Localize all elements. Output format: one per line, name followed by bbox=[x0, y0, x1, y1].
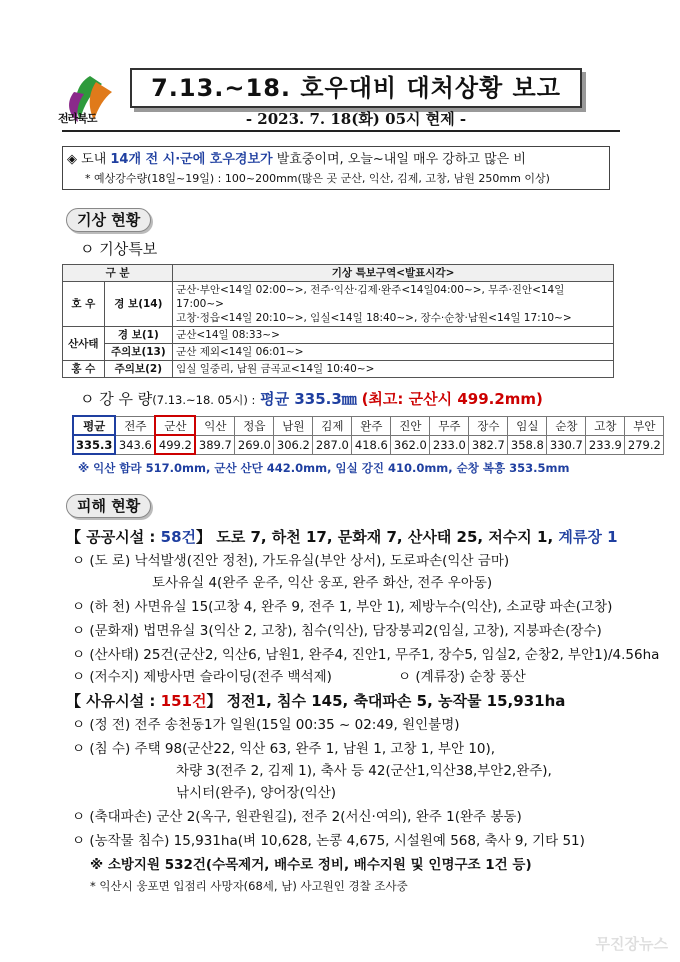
rain-value-cell: 358.8 bbox=[508, 435, 547, 454]
rain-header-cell: 장수 bbox=[469, 416, 508, 435]
flood-line-2: 차량 3(전주 2, 김제 1), 축사 등 42(군산1,익산38,부안2,완주), bbox=[176, 763, 552, 779]
page-title: 7.13.~18. 호우대비 대처상황 보고 bbox=[130, 68, 582, 108]
table-header: 기상 특보구역<발표시각> bbox=[173, 265, 614, 282]
damage-section-title: 피해 현황 bbox=[66, 494, 151, 518]
rain-header-cell: 진안 bbox=[391, 416, 430, 435]
crop-line: ㅇ (농작물 침수) 15,931ha(벼 10,628, 논콩 4,675, 시설원예 568, 축사 9, 기타 51) bbox=[72, 833, 585, 849]
rain-header-cell: 부안 bbox=[625, 416, 664, 435]
rain-header-cell: 김제 bbox=[313, 416, 352, 435]
table-row: 산사태 경 보(1) 군산<14일 08:33~> bbox=[63, 327, 614, 344]
weather-alert-table bbox=[62, 264, 614, 378]
rain-header-cell: 고창 bbox=[586, 416, 625, 435]
fire-support-line: ※ 소방지원 532건(수목제거, 배수로 정비, 배수지원 및 인명구조 1건 등) bbox=[90, 857, 532, 873]
rain-header-cell: 익산 bbox=[195, 416, 235, 435]
rain-header-cell: 완주 bbox=[352, 416, 391, 435]
rain-note: ※ 익산 함라 517.0mm, 군산 산단 442.0mm, 임실 강진 410.0mm, 순창 복흥 353.5mm bbox=[78, 461, 570, 475]
rain-header-cell: 군산 bbox=[155, 416, 195, 435]
wall-line: ㅇ (축대파손) 군산 2(옥구, 원관원길), 전주 2(서신·여의), 완주 1(완주 봉동) bbox=[72, 809, 522, 825]
divider bbox=[62, 130, 620, 132]
public-facilities-header: 【 공공시설 : 58건】 도로 7, 하천 17, 문화재 7, 산사태 25, 저수지 1, 계류장 1 bbox=[66, 528, 618, 546]
rain-value-cell: 233.0 bbox=[430, 435, 469, 454]
rain-value-cell: 389.7 bbox=[195, 435, 235, 454]
rain-value-cell: 287.0 bbox=[313, 435, 352, 454]
reservoir-line: ㅇ (저수지) 제방사면 슬라이딩(전주 백석제) bbox=[72, 669, 332, 685]
private-facilities-header: 【 사유시설 : 151건】 정전1, 침수 145, 축대파손 5, 농작물 15,931ha bbox=[66, 692, 566, 710]
flood-line-3: 낚시터(완주), 양어장(익산) bbox=[176, 785, 337, 801]
weather-section-title: 기상 현황 bbox=[66, 208, 151, 232]
rain-value-cell: 330.7 bbox=[547, 435, 586, 454]
summary-box bbox=[62, 146, 610, 190]
rain-header-cell: 순창 bbox=[547, 416, 586, 435]
rain-value-cell: 343.6 bbox=[115, 435, 155, 454]
table-row: 호 우 경 보(14) 군산·부안<14일 02:00~>, 전주·익산·김제·완주<14일04:00~>, 무주·진안<14일 17:00~> 고창·정읍<14일 20:10~>, 임실<14일 18:40~>, 장수·순창·남원<14일 17:10~> bbox=[63, 282, 614, 327]
flood-line-1: ㅇ (침 수) 주택 98(군산22, 익산 63, 완주 1, 남원 1, 고창 1, 부안 10), bbox=[72, 741, 496, 757]
heritage-line: ㅇ (문화재) 법면유실 3(익산 2, 고창), 침수(익산), 담장붕괴2(임실, 고창), 지붕파손(장수) bbox=[72, 623, 602, 639]
rain-header-cell: 무주 bbox=[430, 416, 469, 435]
diamond-icon: ◈ bbox=[67, 152, 77, 167]
mooring-line: ㅇ (계류장) 순창 풍산 bbox=[398, 669, 526, 685]
rainfall-table bbox=[72, 415, 664, 455]
rain-heading: ㅇ 강 우 량(7.13.~18. 05시) : 평균 335.3㎜ (최고: 군산시 499.2mm) bbox=[80, 390, 543, 408]
river-line: ㅇ (하 천) 사면유실 15(고창 4, 완주 9, 전주 1, 부안 1), 제방누수(익산), 소교량 파손(고창) bbox=[72, 599, 613, 615]
rain-value-cell: 233.9 bbox=[586, 435, 625, 454]
rain-value-cell: 335.3 bbox=[73, 435, 115, 454]
rain-header-cell: 남원 bbox=[274, 416, 313, 435]
expected-rain: * 예상강수량(18일~19일) : 100~200mm(많은 곳 군산, 익산, 김제, 고창, 남원 250mm 이상) bbox=[85, 172, 550, 185]
summary-text-2: 발효중이며, 오늘~내일 매우 강하고 많은 비 bbox=[272, 152, 526, 167]
rain-value-cell: 269.0 bbox=[235, 435, 274, 454]
road-line-2: 토사유실 4(완주 운주, 익산 웅포, 완주 화산, 전주 우아동) bbox=[152, 575, 493, 591]
road-line-1: ㅇ (도 로) 낙석발생(진안 정천), 가도유실(부안 상서), 도로파손(익산 금마) bbox=[72, 553, 510, 569]
rain-value-cell: 306.2 bbox=[274, 435, 313, 454]
table-header: 구 분 bbox=[63, 265, 173, 282]
power-line: ㅇ (정 전) 전주 송천동1가 일원(15일 00:35 ~ 02:49, 원인불명) bbox=[72, 717, 460, 733]
landslide-line: ㅇ (산사태) 25건(군산2, 익산6, 남원1, 완주4, 진안1, 무주1, 장수5, 임실2, 순창2, 부안1)/4.56ha bbox=[72, 647, 660, 663]
rain-header-cell: 평균 bbox=[73, 416, 115, 435]
report-date: - 2023. 7. 18(화) 05시 현제 - bbox=[245, 110, 467, 128]
rain-header-cell: 전주 bbox=[115, 416, 155, 435]
death-note: * 익산시 웅포면 입점리 사망자(68세, 남) 사고원인 경찰 조사중 bbox=[90, 879, 408, 893]
rain-value-cell: 499.2 bbox=[155, 435, 195, 454]
summary-text: 도내 bbox=[81, 152, 111, 167]
rain-header-cell: 임실 bbox=[508, 416, 547, 435]
weather-subtitle: ㅇ 기상특보 bbox=[80, 240, 158, 258]
table-row: 홍 수 주의보(2) 임실 일중리, 남원 금곡교<14일 10:40~> bbox=[63, 361, 614, 378]
table-row: 주의보(13) 군산 제외<14일 06:01~> bbox=[63, 344, 614, 361]
rain-value-cell: 418.6 bbox=[352, 435, 391, 454]
rain-value-cell: 382.7 bbox=[469, 435, 508, 454]
rain-header-cell: 정읍 bbox=[235, 416, 274, 435]
rain-value-cell: 279.2 bbox=[625, 435, 664, 454]
watermark: 무진장뉴스 bbox=[595, 935, 668, 953]
org-name: 전라북도 bbox=[58, 112, 97, 125]
rain-value-cell: 362.0 bbox=[391, 435, 430, 454]
summary-highlight: 14개 전 시·군에 호우경보가 bbox=[110, 152, 273, 167]
